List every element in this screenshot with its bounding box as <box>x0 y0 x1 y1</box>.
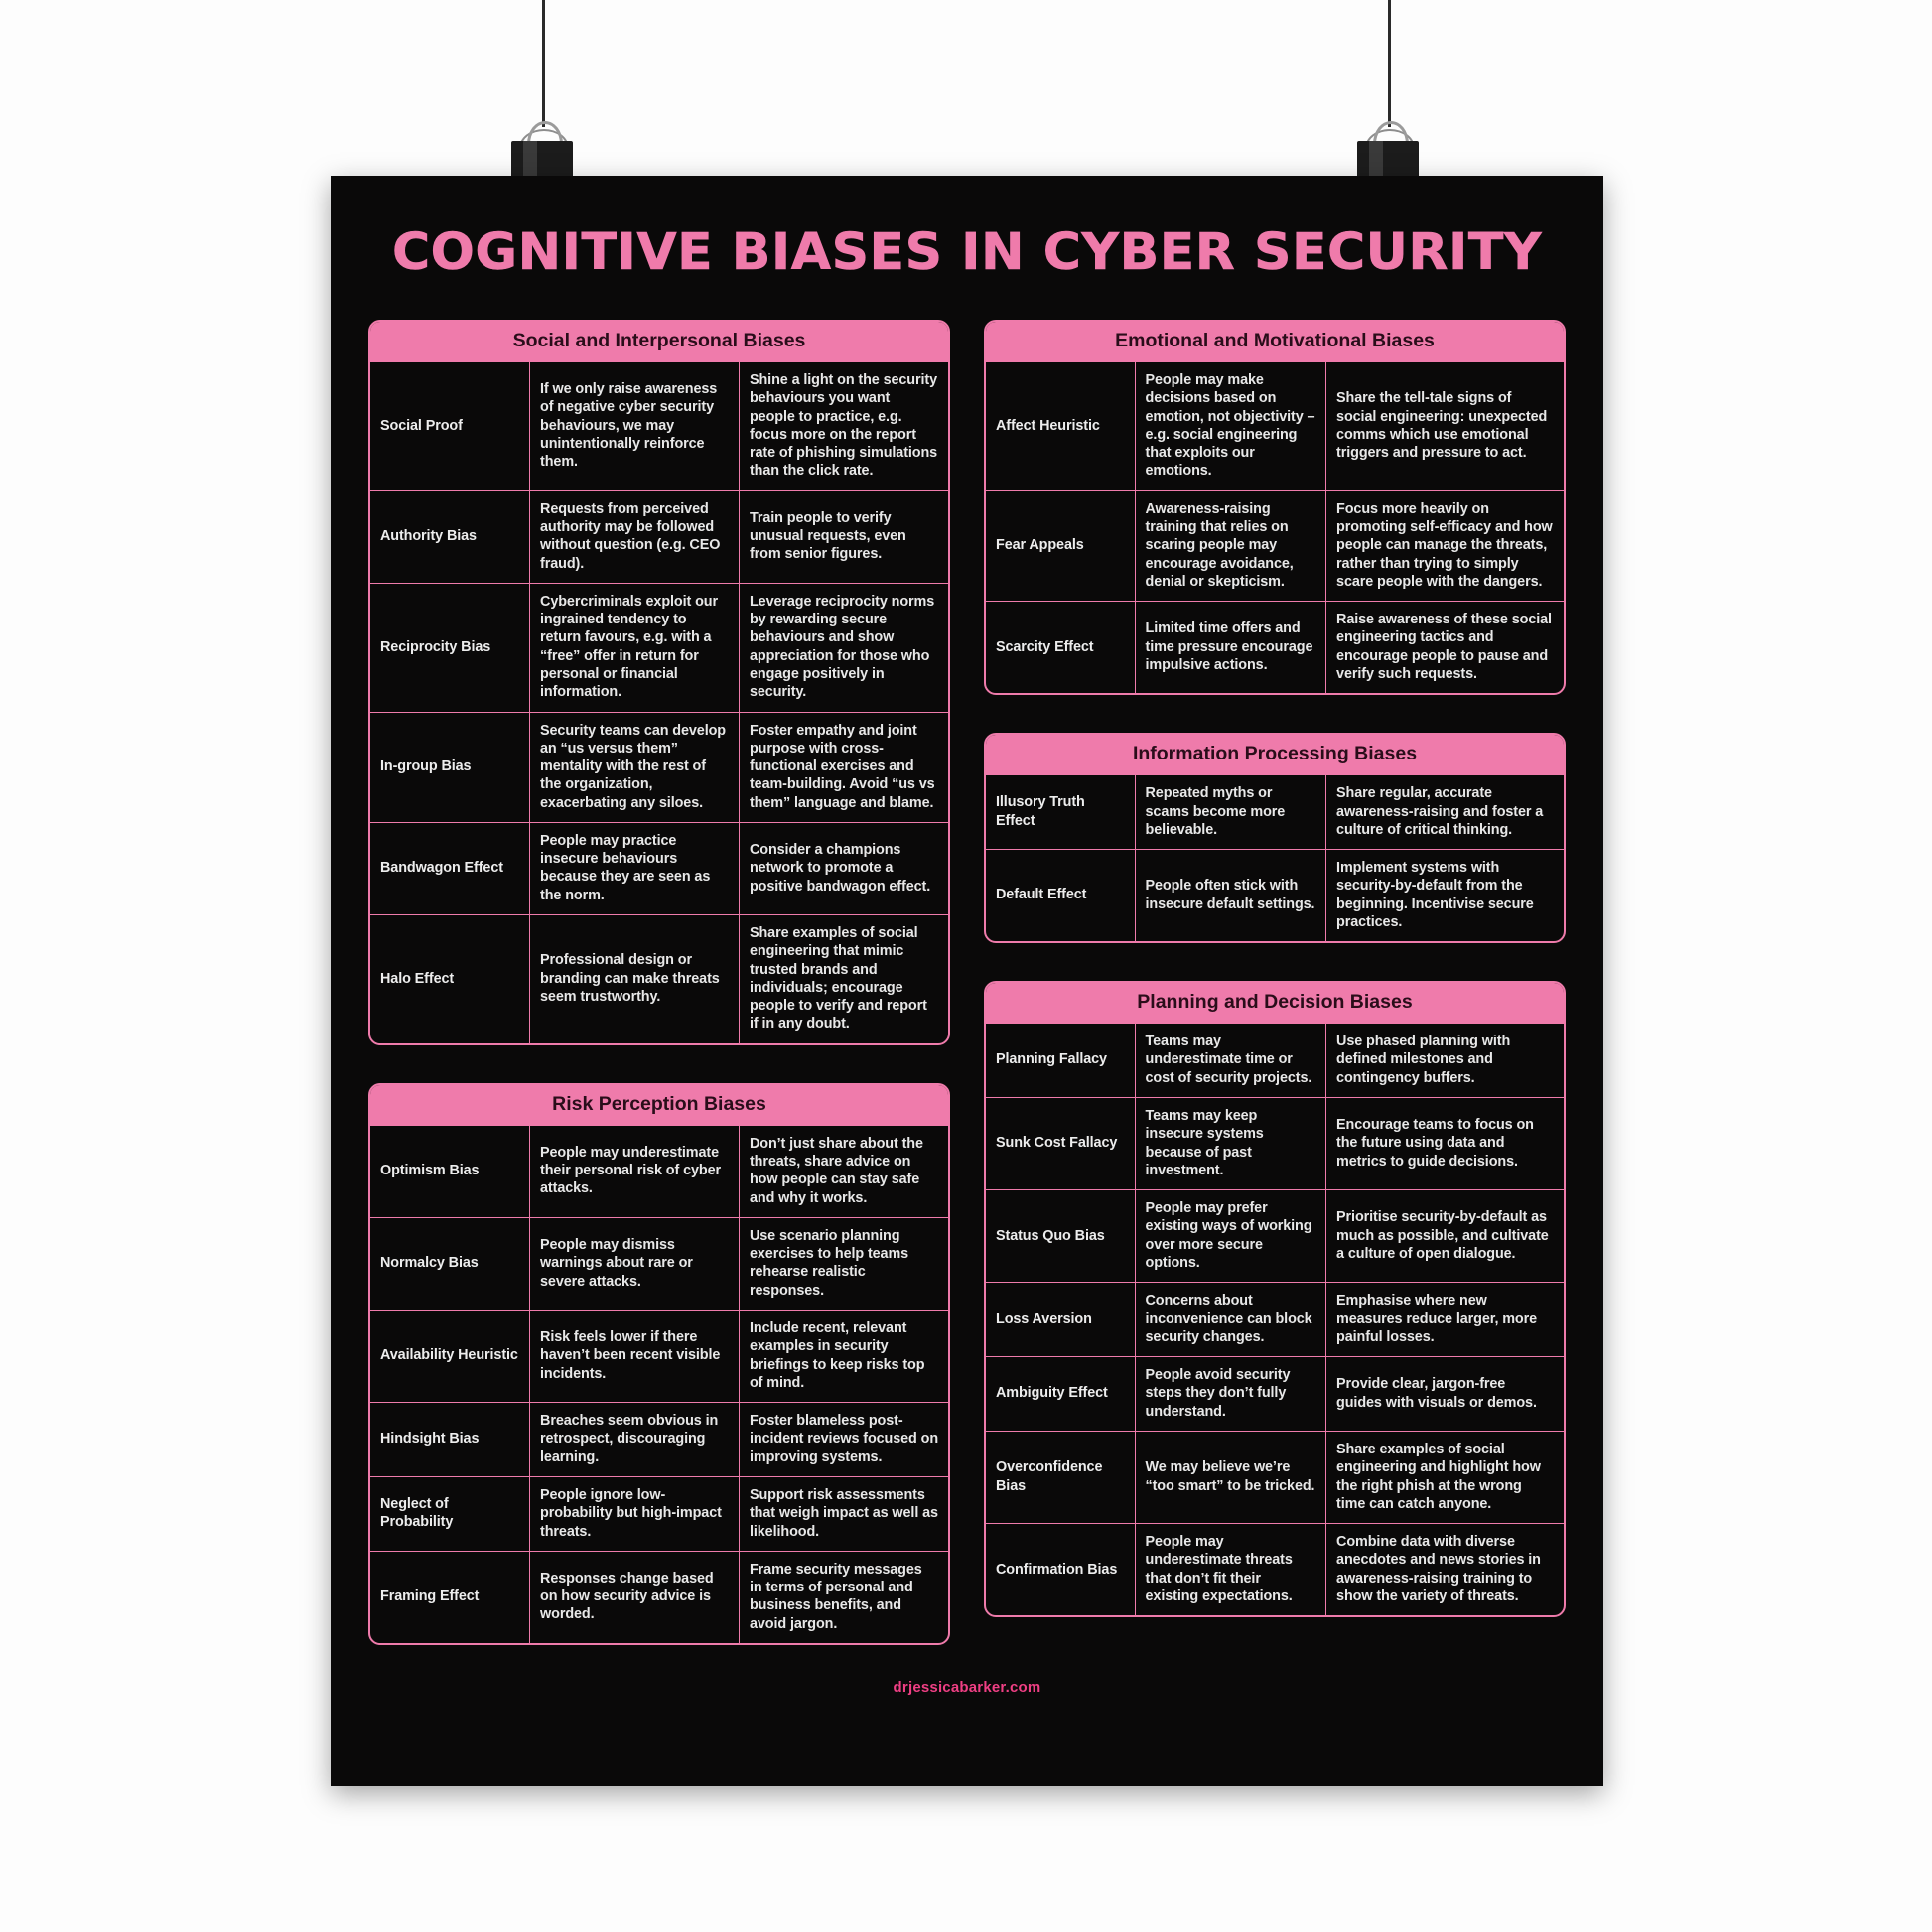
bias-mitigation: Share examples of social engineering that mimic trusted brands and individuals; encourage people to verify and report if in any doubt. <box>739 915 948 1043</box>
bias-mitigation: Implement systems with security-by-default from the beginning. Incentivise secure practices. <box>1326 850 1564 942</box>
bias-name: Ambiguity Effect <box>986 1357 1135 1432</box>
bias-description: People may underestimate threats that don’t fit their existing expectations. <box>1135 1524 1326 1616</box>
bias-description: Risk feels lower if there haven’t been recent visible incidents. <box>530 1310 740 1402</box>
table-row <box>370 1403 948 1477</box>
bias-mitigation: Emphasise where new measures reduce larger, more painful losses. <box>1326 1283 1564 1357</box>
section-emotional <box>984 320 1566 695</box>
table-row <box>370 1217 948 1310</box>
section-header-emotional: Emotional and Motivational Biases <box>986 322 1564 361</box>
bias-table-social <box>370 361 948 1043</box>
section-header-risk: Risk Perception Biases <box>370 1085 948 1125</box>
section-header-social: Social and Interpersonal Biases <box>370 322 948 361</box>
hanging-wire-left <box>542 0 545 127</box>
bias-mitigation: Frame security messages in terms of personal and business benefits, and avoid jargon. <box>739 1551 948 1643</box>
bias-name: Framing Effect <box>370 1551 530 1643</box>
table-row <box>370 1476 948 1551</box>
table-row <box>370 1551 948 1643</box>
right-column <box>984 320 1566 1645</box>
bias-mitigation: Share regular, accurate awareness-raising and foster a culture of critical thinking. <box>1326 775 1564 850</box>
table-row <box>370 362 948 491</box>
bias-mitigation: Train people to verify unusual requests, even from senior figures. <box>739 490 948 583</box>
table-row <box>986 1024 1564 1098</box>
table-row <box>370 490 948 583</box>
bias-name: Loss Aversion <box>986 1283 1135 1357</box>
footer-credit[interactable]: drjessicabarker.com <box>893 1678 1041 1696</box>
bias-description: Cybercriminals exploit our ingrained tendency to return favours, e.g. with a “free” offer in return for personal or financial information. <box>530 583 740 712</box>
bias-description: Teams may underestimate time or cost of security projects. <box>1135 1024 1326 1098</box>
table-row <box>370 915 948 1043</box>
table-row <box>370 583 948 712</box>
table-row <box>986 1357 1564 1432</box>
bias-name: Planning Fallacy <box>986 1024 1135 1098</box>
table-row <box>370 1310 948 1402</box>
bias-name: Bandwagon Effect <box>370 822 530 914</box>
section-information <box>984 733 1566 943</box>
section-risk <box>368 1083 950 1645</box>
table-row <box>986 1524 1564 1616</box>
bias-table-information <box>986 774 1564 941</box>
bias-mitigation: Foster empathy and joint purpose with cross-functional exercises and team-building. Avoid “us vs them” language and blame. <box>739 712 948 822</box>
bias-description: Breaches seem obvious in retrospect, discouraging learning. <box>530 1403 740 1477</box>
bias-mitigation: Use scenario planning exercises to help teams rehearse realistic responses. <box>739 1217 948 1310</box>
bias-mitigation: Don’t just share about the threats, share advice on how people can stay safe and why it works. <box>739 1125 948 1217</box>
table-row <box>986 850 1564 942</box>
bias-description: Security teams can develop an “us versus them” mentality with the rest of the organization, exacerbating any siloes. <box>530 712 740 822</box>
bias-name: Fear Appeals <box>986 490 1135 601</box>
bias-description: People may make decisions based on emotion, not objectivity – e.g. social engineering that exploits our emotions. <box>1135 362 1326 491</box>
bias-mitigation: Consider a champions network to promote a positive bandwagon effect. <box>739 822 948 914</box>
table-row <box>370 822 948 914</box>
bias-name: Status Quo Bias <box>986 1190 1135 1283</box>
bias-name: Hindsight Bias <box>370 1403 530 1477</box>
table-row <box>986 1190 1564 1283</box>
bias-mitigation: Raise awareness of these social engineering tactics and encourage people to pause and verify such requests. <box>1326 602 1564 694</box>
bias-description: Teams may keep insecure systems because of past investment. <box>1135 1098 1326 1190</box>
bias-mitigation: Support risk assessments that weigh impact as well as likelihood. <box>739 1476 948 1551</box>
bias-name: Overconfidence Bias <box>986 1431 1135 1523</box>
bias-name: Neglect of Probability <box>370 1476 530 1551</box>
bias-table-planning <box>986 1023 1564 1615</box>
table-row <box>986 602 1564 694</box>
bias-name: Halo Effect <box>370 915 530 1043</box>
bias-description: People avoid security steps they don’t fully understand. <box>1135 1357 1326 1432</box>
poster-columns <box>331 282 1603 1645</box>
bias-name: Affect Heuristic <box>986 362 1135 491</box>
bias-mitigation: Focus more heavily on promoting self-efficacy and how people can manage the threats, rather than trying to simply scare people with the dangers. <box>1326 490 1564 601</box>
bias-name: Confirmation Bias <box>986 1524 1135 1616</box>
bias-description: If we only raise awareness of negative cyber security behaviours, we may unintentionally reinforce them. <box>530 362 740 491</box>
poster <box>331 176 1603 1786</box>
bias-name: Normalcy Bias <box>370 1217 530 1310</box>
bias-table-risk <box>370 1125 948 1643</box>
bias-mitigation: Include recent, relevant examples in security briefings to keep risks top of mind. <box>739 1310 948 1402</box>
table-row <box>986 1283 1564 1357</box>
table-row <box>986 1431 1564 1523</box>
bias-description: People may practice insecure behaviours because they are seen as the norm. <box>530 822 740 914</box>
bias-name: Social Proof <box>370 362 530 491</box>
bias-mitigation: Share the tell-tale signs of social engineering: unexpected comms which use emotional triggers and pressure to act. <box>1326 362 1564 491</box>
bias-description: People often stick with insecure default settings. <box>1135 850 1326 942</box>
bias-mitigation: Use phased planning with defined milestones and contingency buffers. <box>1326 1024 1564 1098</box>
bias-name: Scarcity Effect <box>986 602 1135 694</box>
bias-description: We may believe we’re “too smart” to be tricked. <box>1135 1431 1326 1523</box>
section-social <box>368 320 950 1045</box>
hanging-wire-right <box>1388 0 1391 127</box>
bias-name: In-group Bias <box>370 712 530 822</box>
bias-name: Optimism Bias <box>370 1125 530 1217</box>
bias-mitigation: Foster blameless post-incident reviews focused on improving systems. <box>739 1403 948 1477</box>
bias-description: Limited time offers and time pressure encourage impulsive actions. <box>1135 602 1326 694</box>
bias-description: People may dismiss warnings about rare or severe attacks. <box>530 1217 740 1310</box>
bias-description: Responses change based on how security advice is worded. <box>530 1551 740 1643</box>
bias-mitigation: Combine data with diverse anecdotes and news stories in awareness-raising training to show the variety of threats. <box>1326 1524 1564 1616</box>
section-planning <box>984 981 1566 1617</box>
section-header-planning: Planning and Decision Biases <box>986 983 1564 1023</box>
bias-mitigation: Share examples of social engineering and highlight how the right phish at the wrong time can catch anyone. <box>1326 1431 1564 1523</box>
bias-description: Requests from perceived authority may be followed without question (e.g. CEO fraud). <box>530 490 740 583</box>
section-header-information: Information Processing Biases <box>986 735 1564 774</box>
bias-description: People may underestimate their personal risk of cyber attacks. <box>530 1125 740 1217</box>
bias-name: Availability Heuristic <box>370 1310 530 1402</box>
bias-name: Illusory Truth Effect <box>986 775 1135 850</box>
bias-mitigation: Leverage reciprocity norms by rewarding secure behaviours and show appreciation for those who engage positively in security. <box>739 583 948 712</box>
bias-description: Awareness-raising training that relies on scaring people may encourage avoidance, denial or skepticism. <box>1135 490 1326 601</box>
bias-name: Default Effect <box>986 850 1135 942</box>
bias-description: People may prefer existing ways of working over more secure options. <box>1135 1190 1326 1283</box>
bias-description: Repeated myths or scams become more believable. <box>1135 775 1326 850</box>
bias-mitigation: Encourage teams to focus on the future using data and metrics to guide decisions. <box>1326 1098 1564 1190</box>
bias-description: People ignore low-probability but high-impact threats. <box>530 1476 740 1551</box>
bias-description: Concerns about inconvenience can block security changes. <box>1135 1283 1326 1357</box>
bias-mitigation: Shine a light on the security behaviours you want people to practice, e.g. focus more on the report rate of phishing simulations than the click rate. <box>739 362 948 491</box>
bias-table-emotional <box>986 361 1564 693</box>
bias-name: Authority Bias <box>370 490 530 583</box>
table-row <box>986 490 1564 601</box>
bias-mitigation: Prioritise security-by-default as much as possible, and cultivate a culture of open dialogue. <box>1326 1190 1564 1283</box>
bias-mitigation: Provide clear, jargon-free guides with visuals or demos. <box>1326 1357 1564 1432</box>
bias-name: Reciprocity Bias <box>370 583 530 712</box>
page-title: COGNITIVE BIASES IN CYBER SECURITY <box>391 223 1543 282</box>
table-row <box>986 362 1564 491</box>
table-row <box>370 1125 948 1217</box>
table-row <box>986 775 1564 850</box>
left-column <box>368 320 950 1645</box>
bias-name: Sunk Cost Fallacy <box>986 1098 1135 1190</box>
table-row <box>370 712 948 822</box>
table-row <box>986 1098 1564 1190</box>
bias-description: Professional design or branding can make threats seem trustworthy. <box>530 915 740 1043</box>
